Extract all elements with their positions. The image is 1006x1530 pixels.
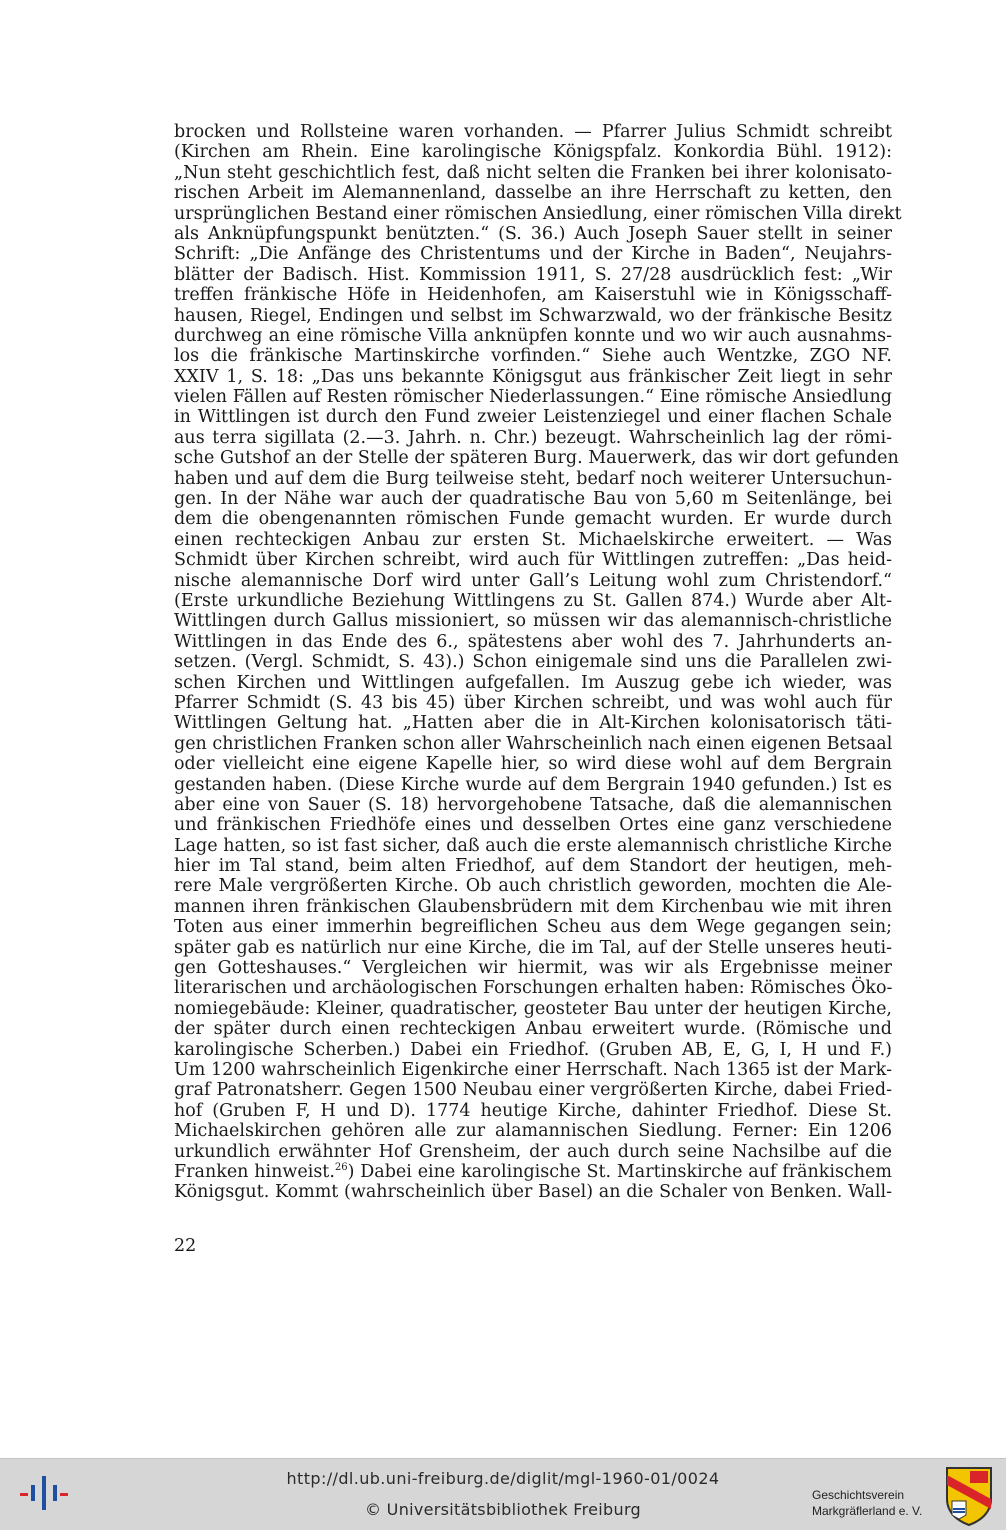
text-line: blätter der Badisch. Hist. Kommission 1911, S. 27/28 ausdrücklich fest: „Wir — [174, 264, 892, 285]
text-line: rere Male vergrößerten Kirche. Ob auch christlich geworden, mochten die Ale- — [174, 876, 892, 897]
text-line: (Erste urkundliche Beziehung Wittlingens zu St. Gallen 874.) Wurde aber Alt- — [174, 590, 892, 611]
text-line: Toten aus einer immerhin begreiflichen Scheu aus dem Wege gegangen sein; — [174, 917, 892, 938]
copyright-notice: © Universitätsbibliothek Freiburg — [365, 1500, 641, 1519]
text-line: schen Kirchen und Wittlingen aufgefallen. Im Auszug gebe ich wieder, was — [174, 672, 892, 693]
text-line: hier im Tal stand, beim alten Friedhof, auf dem Standort der heutigen, meh- — [174, 856, 892, 877]
text-line: Wittlingen in das Ende des 6., spätestens aber wohl des 7. Jahrhunderts an- — [174, 631, 892, 652]
permalink-link[interactable]: http://dl.ub.uni-freiburg.de/diglit/mgl-1960-01/0024 — [286, 1469, 720, 1488]
text-line: setzen. (Vergl. Schmidt, S. 43).) Schon einigemale sind uns die Parallelen zwi- — [174, 652, 892, 673]
text-line: einen rechteckigen Anbau zur ersten St. Michaelskirche erweitert. — Was — [174, 529, 892, 550]
text-line: karolingische Scherben.) Dabei ein Friedhof. (Gruben AB, E, G, I, H und F.) — [174, 1039, 892, 1060]
text-fragment: ) Dabei eine karolingische St. Martinskirche auf fränkischem — [347, 1161, 892, 1182]
page-number: 22 — [174, 1236, 197, 1256]
society-name-line2: Markgräflerland e. V. — [812, 1504, 923, 1518]
text-line: Pfarrer Schmidt (S. 43 bis 45) über Kirchen schreibt, und was wohl auch für — [174, 692, 892, 713]
text-line: hof (Gruben F, H und D). 1774 heutige Kirche, dahinter Friedhof. Diese St. — [174, 1100, 892, 1121]
text-line: oder vielleicht eine eigene Kapelle hier, so wird diese wohl auf dem Bergrain — [174, 754, 892, 775]
text-line: durchweg an eine römische Villa anknüpfen konnte und wo wir auch ausnahms- — [174, 325, 892, 346]
text-line: ursprünglichen Bestand einer römischen Ansiedlung, einer römischen Villa direkt — [174, 203, 902, 224]
text-fragment: Franken hinweist. — [174, 1161, 335, 1182]
text-line: gestanden haben. (Diese Kirche wurde auf dem Bergrain 1940 gefunden.) Ist es — [174, 774, 892, 795]
text-line: literarischen und archäologischen Forschungen erhalten haben: Römisches Öko- — [174, 978, 893, 999]
text-line: Königsgut. Kommt (wahrscheinlich über Basel) an die Schaler von Benken. Wall- — [174, 1182, 892, 1203]
text-line: los die fränkische Martinskirche vorfinden.“ Siehe auch Wentzke, ZGO NF. — [174, 346, 892, 367]
text-line: der später durch einen rechteckigen Anbau erweitert wurde. (Römische und — [174, 1019, 892, 1040]
text-line: dem die obengenannten römischen Funde gemacht wurden. Er wurde durch — [174, 509, 892, 530]
text-line: treffen fränkische Höfe in Heidenhofen, am Kaiserstuhl wie in Königsschaff- — [174, 285, 892, 306]
text-line: nomiegebäude: Kleiner, quadratischer, geosteter Bau unter der heutigen Kirche, — [174, 998, 892, 1019]
text-line: gen Gotteshauses.“ Vergleichen wir hiermit, was wir als Ergebnisse meiner — [174, 958, 892, 979]
society-name-line1: Geschichtsverein — [812, 1488, 905, 1502]
text-line: Schrift: „Die Anfänge des Christentums und der Kirche in Baden“, Neujahrs- — [174, 244, 892, 265]
text-line: vielen Fällen auf Resten römischer Niederlassungen.“ Eine römische Ansiedlung — [174, 387, 892, 408]
text-line: „Nun steht geschichtlich fest, daß nicht selten die Franken bei ihrer kolonisato- — [174, 162, 892, 183]
text-line: Wittlingen durch Gallus missioniert, so müssen wir das alemannisch-christliche — [174, 611, 892, 632]
text-line: mannen ihren fränkischen Glaubensbrüdern mit dem Kirchenbau wie mit ihren — [174, 896, 892, 917]
text-line — [174, 1162, 892, 1182]
text-line: Wittlingen Geltung hat. „Hatten aber die in Alt-Kirchen kolonisatorisch täti- — [174, 713, 892, 734]
text-line: Schmidt über Kirchen schreibt, wird auch für Wittlingen zutreffen: „Das heid- — [174, 550, 892, 571]
footnote-reference: 26 — [334, 1162, 348, 1174]
text-line: später gab es natürlich nur eine Kirche, die im Tal, auf der Stelle unseres heuti- — [174, 937, 892, 958]
body-text — [174, 122, 902, 1203]
text-line: aber eine von Sauer (S. 18) hervorgehobene Tatsache, daß die alemannischen — [174, 794, 892, 815]
text-line: und fränkischen Friedhöfe eines und desselben Ortes eine ganz verschiedene — [174, 815, 892, 836]
text-line: Um 1200 wahrscheinlich Eigenkirche einer Herrschaft. Nach 1365 ist der Mark- — [174, 1059, 892, 1080]
viewer-footer — [0, 1458, 1006, 1530]
text-line: sche Gutshof an der Stelle der späteren Burg. Mauerwerk, das wir dort gefunden — [174, 448, 899, 469]
text-line: Michaelskirchen gehören alle zur alamannischen Siedlung. Ferner: Ein 1206 — [174, 1121, 892, 1142]
text-line: XXIV 1, S. 18: „Das uns bekannte Königsgut aus fränkischer Zeit liegt in sehr — [174, 366, 892, 387]
text-line: aus terra sigillata (2.—3. Jahrh. n. Chr.) bezeugt. Wahrscheinlich lag der römi- — [174, 427, 892, 448]
text-line: rischen Arbeit im Alemannenland, dasselbe an ihre Herrschaft zu ketten, den — [174, 183, 892, 204]
text-line: in Wittlingen ist durch den Fund zweier Leistenziegel und einer flachen Schale — [174, 407, 892, 428]
text-line: gen. In der Nähe war auch der quadratische Bau von 5,60 m Seitenlänge, bei — [174, 489, 892, 510]
text-line: urkundlich erwähnter Hof Grensheim, der auch durch seine Nachsilbe auf die — [174, 1141, 892, 1162]
text-line: nische alemannische Dorf wird unter Gall’s Leitung wohl zum Christendorf.“ — [174, 570, 892, 591]
text-line: als Anknüpfungspunkt benützten.“ (S. 36.) Auch Joseph Sauer stellt in seiner — [174, 223, 892, 244]
society-name — [812, 1487, 922, 1519]
text-line: gen christlichen Franken schon aller Wahrscheinlich nach einen eigenen Betsaal — [174, 733, 893, 754]
coat-of-arms-icon — [944, 1465, 994, 1527]
text-line: graf Patronatsherr. Gegen 1500 Neubau einer vergrößerten Kirche, dabei Fried- — [174, 1080, 892, 1101]
text-line: Lage hatten, so ist fast sicher, daß auch die erste alemannisch christliche Kirche — [174, 835, 892, 856]
text-line: haben und auf dem die Burg teilweise steht, bedarf noch weiterer Untersuchun- — [174, 468, 892, 489]
text-line: brocken und Rollsteine waren vorhanden. — Pfarrer Julius Schmidt schreibt — [174, 122, 892, 142]
text-line: hausen, Riegel, Endingen und selbst im Schwarzwald, wo der fränkische Besitz — [174, 305, 892, 326]
text-line: (Kirchen am Rhein. Eine karolingische Königspfalz. Konkordia Bühl. 1912): — [174, 142, 892, 163]
